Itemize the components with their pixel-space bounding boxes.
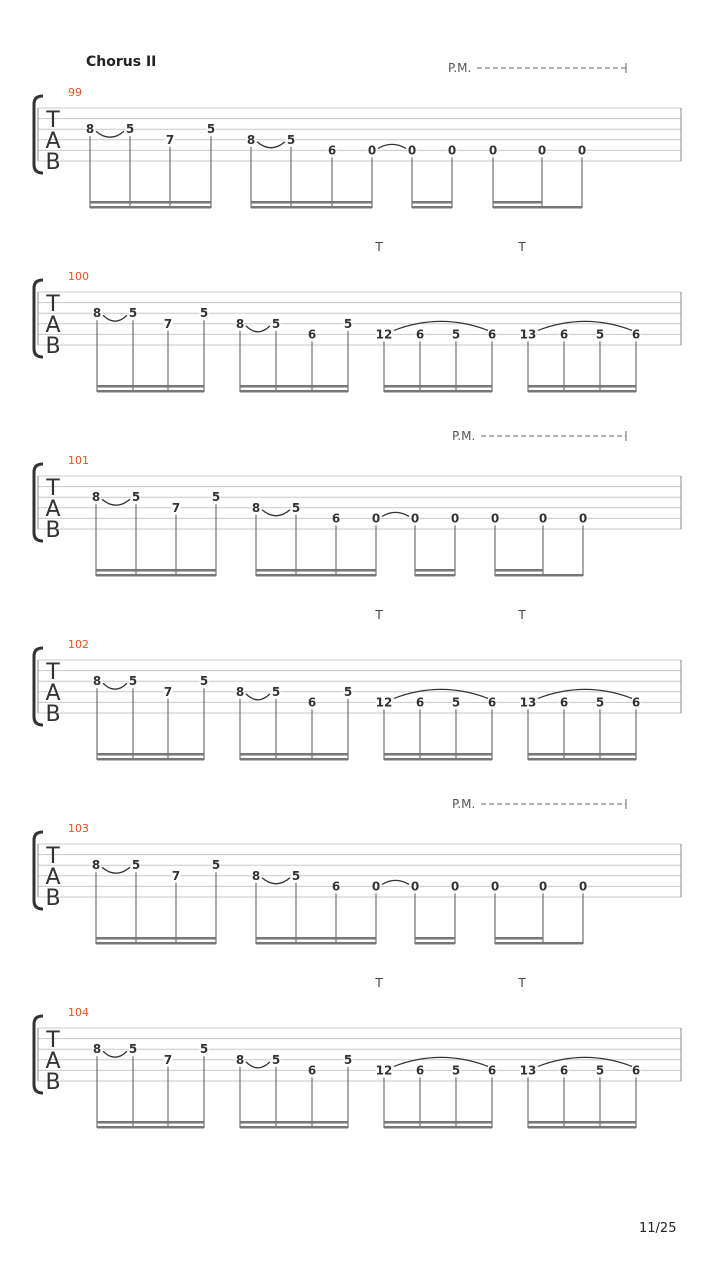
fret-number: 0 [538,879,548,894]
tie-arc [394,321,488,330]
fret-number: 5 [271,316,281,331]
slur [102,499,130,505]
fret-number: 0 [578,879,588,894]
fret-number: 5 [128,674,138,689]
fret-number: 6 [487,1063,497,1078]
measure-number: 99 [68,86,82,99]
fret-number: 5 [131,858,141,873]
beam [96,942,216,945]
fret-number: 6 [559,1063,569,1078]
fret-number: 6 [559,327,569,342]
palm-mute-label: P.M. [448,61,472,75]
fret-number: 5 [271,684,281,699]
fret-number: 6 [331,879,341,894]
fret-number: 6 [415,327,425,342]
beam-secondary [384,385,492,388]
tab-clef-letter: A [45,497,61,522]
measure-number: 104 [68,1006,89,1019]
fret-number: 5 [128,306,138,321]
fret-number: 7 [163,1052,173,1067]
fret-number: 0 [450,511,460,526]
tab-clef-letter: T [46,844,60,869]
beam-secondary [97,385,204,388]
fret-number: 6 [559,695,569,710]
tap-mark: T [518,608,526,622]
beam [256,574,376,577]
fret-number: 6 [307,1063,317,1078]
fret-number: 0 [490,879,500,894]
fret-number: 6 [415,695,425,710]
slur [103,1051,127,1057]
beam [493,206,582,209]
fret-number: 0 [407,143,417,158]
fret-number: 6 [415,1063,425,1078]
fret-number: 12 [375,1063,393,1078]
beam-secondary [240,1121,348,1124]
tie-arc [538,1057,632,1066]
beam [240,758,348,761]
fret-number: 13 [519,695,537,710]
beam-secondary [495,569,543,572]
beam-secondary [528,753,636,756]
beam-secondary [495,937,543,940]
tab-clef-letter: T [46,108,60,133]
fret-number: 5 [199,674,209,689]
page-number: 11/25 [639,1221,677,1236]
fret-number: 7 [163,316,173,331]
fret-number: 8 [91,858,101,873]
tab-clef-letter: A [45,1049,61,1074]
beam [412,206,452,209]
tab-clef-letter: A [45,681,61,706]
beam [495,574,583,577]
fret-number: 6 [631,327,641,342]
beam [256,942,376,945]
beam-secondary [240,753,348,756]
fret-number: 5 [595,1063,605,1078]
fret-number: 5 [595,695,605,710]
beam [528,758,636,761]
fret-number: 6 [327,143,337,158]
beam-secondary [97,1121,204,1124]
tab-clef-letter: B [45,334,61,359]
beam-secondary [251,201,372,204]
tap-mark: T [375,240,383,254]
fret-number: 5 [343,684,353,699]
beam-secondary [256,937,376,940]
tab-clef-letter: B [45,150,61,175]
tab-system [34,608,681,761]
measure-number: 101 [68,454,89,467]
tie-arc [394,1057,488,1066]
fret-number: 0 [367,143,377,158]
fret-number: 8 [92,674,102,689]
fret-number: 0 [577,143,587,158]
fret-number: 8 [91,490,101,505]
tab-clef-letter: B [45,1070,61,1095]
fret-number: 6 [631,1063,641,1078]
fret-number: 6 [307,327,317,342]
fret-number: 7 [171,500,181,515]
fret-number: 0 [488,143,498,158]
slur [103,315,127,321]
measure-number: 100 [68,270,89,283]
tab-clef-letter: A [45,129,61,154]
section-title: Chorus II [86,54,157,70]
fret-number: 0 [371,511,381,526]
palm-mute-label: P.M. [452,429,476,443]
fret-number: 5 [595,327,605,342]
beam-secondary [384,753,492,756]
fret-number: 8 [251,500,261,515]
fret-number: 6 [331,511,341,526]
tab-system [34,797,681,945]
beam-secondary [96,569,216,572]
fret-number: 5 [286,132,296,147]
beam-secondary [412,201,452,204]
tab-system [34,976,681,1129]
fret-number: 5 [291,500,301,515]
fret-number: 0 [371,879,381,894]
fret-number: 8 [235,684,245,699]
beam [97,758,204,761]
slur [382,512,409,516]
tab-clef-letter: A [45,313,61,338]
fret-number: 5 [451,327,461,342]
tab-clef-letter: T [46,1028,60,1053]
fret-number: 0 [578,511,588,526]
fret-number: 6 [631,695,641,710]
beam [384,1126,492,1129]
slur [378,144,406,148]
slur [246,326,270,332]
beam [240,1126,348,1129]
fret-number: 5 [291,868,301,883]
fret-number: 5 [125,122,135,137]
beam-secondary [415,569,455,572]
measure-number: 103 [68,822,89,835]
beam [384,758,492,761]
fret-number: 5 [199,1042,209,1057]
fret-number: 7 [163,684,173,699]
fret-number: 8 [92,306,102,321]
fret-number: 8 [251,868,261,883]
beam-secondary [90,201,211,204]
tap-mark: T [518,240,526,254]
slur [246,694,270,700]
beam [528,390,636,393]
fret-number: 0 [410,511,420,526]
fret-number: 5 [206,122,216,137]
fret-number: 12 [375,695,393,710]
fret-number: 8 [235,1052,245,1067]
fret-number: 0 [490,511,500,526]
beam-secondary [97,753,204,756]
slur [96,131,124,137]
slur [257,142,285,148]
beam [251,206,372,209]
tap-mark: T [375,976,383,990]
beam-secondary [96,937,216,940]
fret-number: 5 [451,695,461,710]
beam [415,574,455,577]
beam [528,1126,636,1129]
tab-clef-letter: T [46,660,60,685]
fret-number: 5 [211,858,221,873]
fret-number: 5 [451,1063,461,1078]
fret-number: 0 [538,511,548,526]
fret-number: 5 [131,490,141,505]
beam [495,942,583,945]
beam-secondary [240,385,348,388]
tie-arc [394,689,488,698]
beam-secondary [384,1121,492,1124]
fret-number: 7 [165,132,175,147]
slur [262,510,290,516]
beam [96,574,216,577]
slur [102,867,130,873]
tab-clef-letter: B [45,886,61,911]
fret-number: 6 [307,695,317,710]
beam [90,206,211,209]
measure-number: 102 [68,638,89,651]
fret-number: 8 [92,1042,102,1057]
fret-number: 13 [519,327,537,342]
tab-system [34,240,681,393]
fret-number: 13 [519,1063,537,1078]
beam [384,390,492,393]
slur [382,880,409,884]
tab-clef-letter: T [46,476,60,501]
tie-arc [538,321,632,330]
fret-number: 8 [246,132,256,147]
beam-secondary [415,937,455,940]
beam [97,390,204,393]
beam-secondary [528,1121,636,1124]
fret-number: 5 [343,1052,353,1067]
tab-system [34,61,681,209]
beam-secondary [493,201,542,204]
fret-number: 5 [199,306,209,321]
slur [103,683,127,689]
palm-mute-label: P.M. [452,797,476,811]
fret-number: 6 [487,327,497,342]
fret-number: 8 [85,122,95,137]
fret-number: 0 [450,879,460,894]
fret-number: 0 [410,879,420,894]
fret-number: 0 [447,143,457,158]
tab-clef-letter: A [45,865,61,890]
tap-mark: T [375,608,383,622]
fret-number: 7 [171,868,181,883]
fret-number: 5 [128,1042,138,1057]
beam [240,390,348,393]
tap-mark: T [518,976,526,990]
fret-number: 6 [487,695,497,710]
fret-number: 5 [343,316,353,331]
fret-number: 12 [375,327,393,342]
tab-system [34,429,681,577]
tab-clef-letter: B [45,518,61,543]
fret-number: 5 [271,1052,281,1067]
tab-clef-letter: T [46,292,60,317]
beam [97,1126,204,1129]
fret-number: 5 [211,490,221,505]
slur [246,1062,270,1068]
beam-secondary [528,385,636,388]
beam [415,942,455,945]
tab-clef-letter: B [45,702,61,727]
tie-arc [538,689,632,698]
fret-number: 8 [235,316,245,331]
beam-secondary [256,569,376,572]
fret-number: 0 [537,143,547,158]
slur [262,878,290,884]
